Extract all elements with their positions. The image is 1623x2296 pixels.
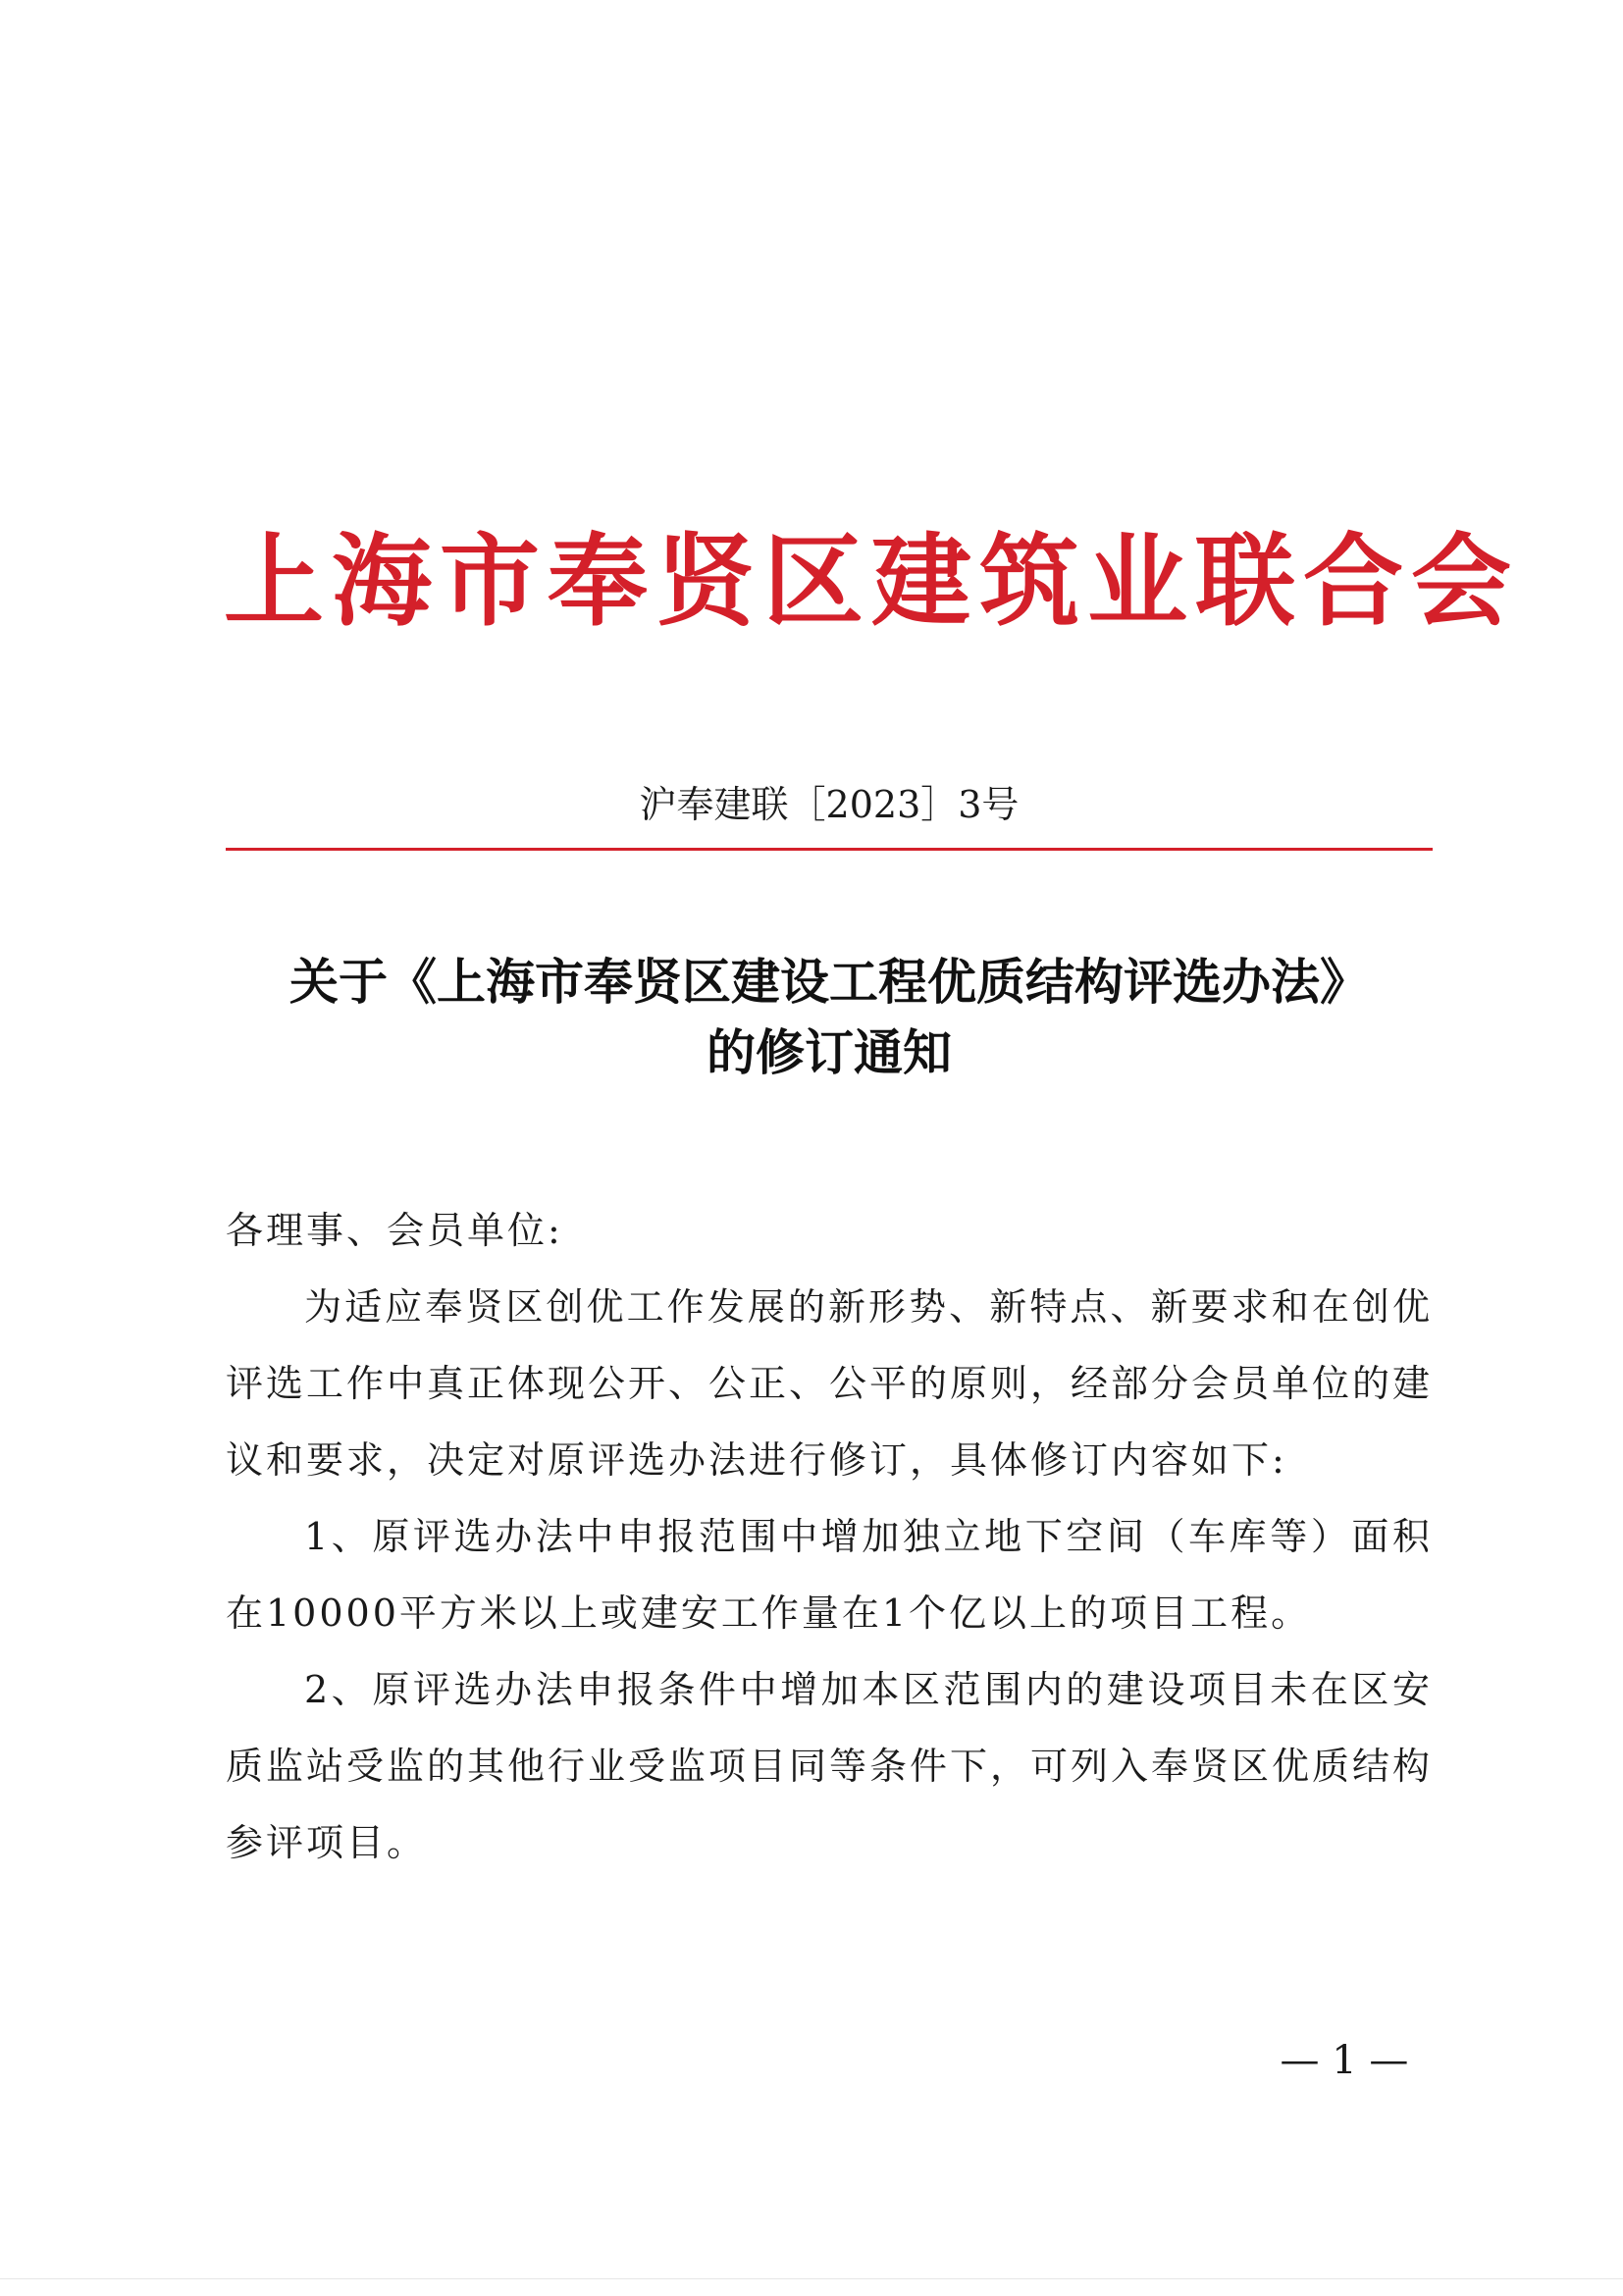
notice-title <box>216 947 1442 1088</box>
document-number: 沪奉建联［2023］3号 <box>639 783 1020 826</box>
notice-body <box>226 1192 1433 1881</box>
header-divider <box>226 848 1433 851</box>
organization-letterhead: 上海市奉贤区建筑业联合会 <box>224 523 1519 641</box>
notice-title-line-2: 的修订通知 <box>707 1024 952 1081</box>
body-paragraph-intro: 为适应奉贤区创优工作发展的新形势、新特点、新要求和在创优评选工作中真正体现公开、公正、公平的原则，经部分会员单位的建议和要求，决定对原评选办法进行修订，具体修订内容如下: <box>226 1285 1434 1482</box>
body-paragraph-item-1: 1、原评选办法中申报范围中增加独立地下空间（车库等）面积在10000平方米以上或建安工作量在1个亿以上的项目工程。 <box>226 1515 1433 1635</box>
body-paragraph-item-2: 2、原评选办法申报条件中增加本区范围内的建设项目未在区安质监站受监的其他行业受监项目同等条件下，可列入奉贤区优质结构参评项目。 <box>226 1668 1434 1864</box>
salutation: 各理事、会员单位: <box>226 1209 563 1252</box>
notice-title-line-1: 关于《上海市奉贤区建设工程优质结构评选办法》 <box>289 954 1369 1011</box>
page-number: — 1 — <box>1280 2038 1409 2083</box>
page-bottom-edge <box>0 2278 1623 2279</box>
